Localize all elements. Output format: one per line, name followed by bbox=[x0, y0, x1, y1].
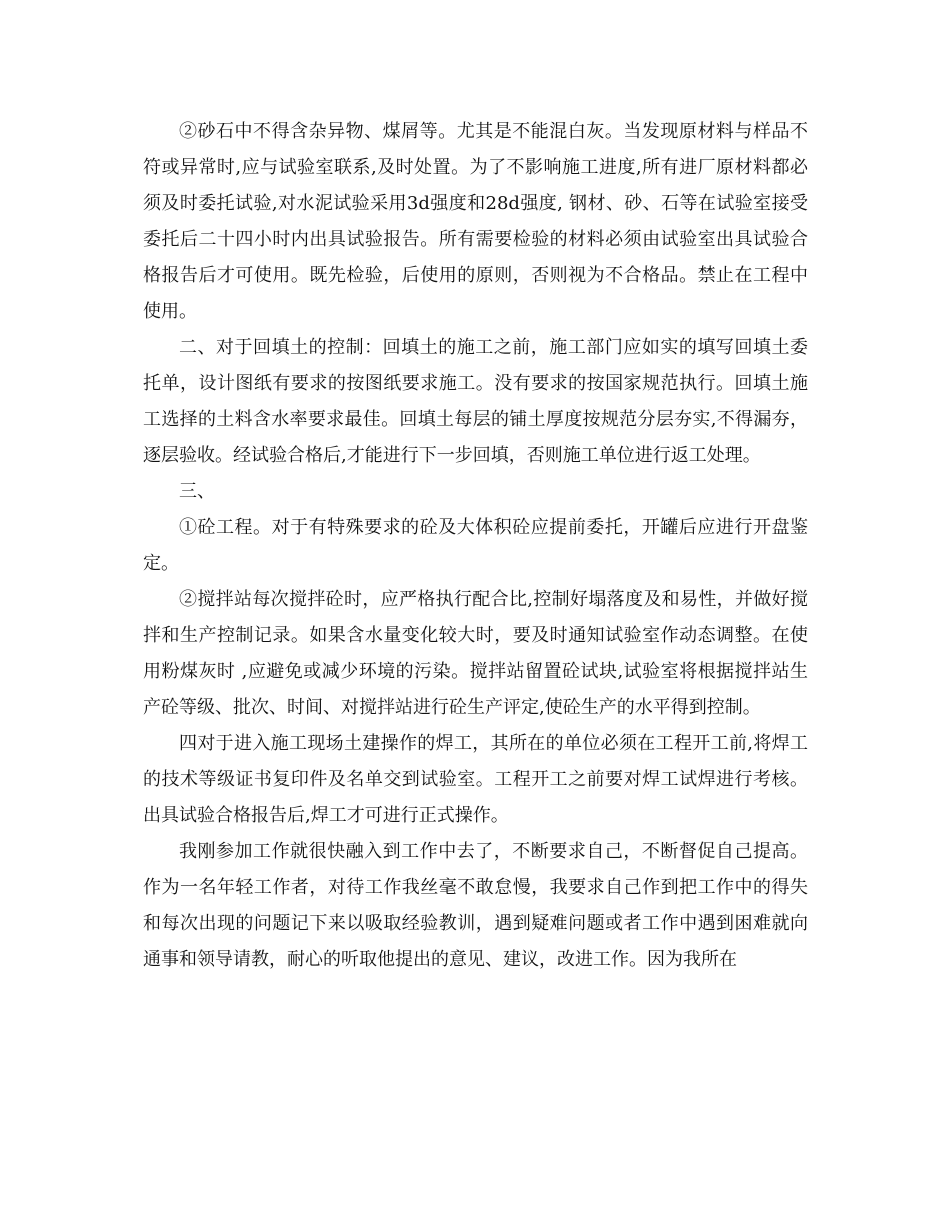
paragraph-personal-work: 我刚参加工作就很快融入到工作中去了，不断要求自己，不断督促自己提高。作为一名年轻工作者，对待工作我丝毫不敢怠慢，我要求自己作到把工作中的得失和每次出现的问题记下来以吸取经验教训，遇到疑难问题或者工作中遇到困难就向通事和领导请教，耐心的听取他提出的意见、建议，改进工作。因为我所在 bbox=[143, 841, 808, 970]
paragraph-sand-gravel: ②砂石中不得含杂异物、煤屑等。尤其是不能混白灰。当发现原材料与样品不符或异常时,应与试验室联系,及时处置。为了不影响施工进度,所有进厂原材料都必须及时委托试验,对水泥试验采用3d强度和28d强度, 钢材、砂、石等在试验室接受委托后二十四小时内出具试验报告。所有需要检验的材料必须由试验室出具试验合格报告后才可使用。既先检验，后使用的原则，否则视为不合格品。禁止在工程中使用。 bbox=[143, 121, 808, 322]
paragraph-mixing-station: ②搅拌站每次搅拌砼时，应严格执行配合比,控制好塌落度及和易性，并做好搅拌和生产控制记录。如果含水量变化较大时，要及时通知试验室作动态调整。在使用粉煤灰时 ,应避免或减少环境的污染。搅拌站留置砼试块,试验室将根据搅拌站生产砼等级、批次、时间、对搅拌站进行砼生产评定,使砼生产的水平得到控制。 bbox=[143, 589, 808, 718]
paragraph-concrete-works: ①砼工程。对于有特殊要求的砼及大体积砼应提前委托，开罐后应进行开盘鉴定。 bbox=[143, 517, 808, 574]
paragraph-backfill-control: 二、对于回填土的控制：回填土的施工之前，施工部门应如实的填写回填土委托单，设计图纸有要求的按图纸要求施工。没有要求的按国家规范执行。回填土施工选择的土料含水率要求最佳。回填土每层的铺土厚度按规范分层夯实,不得漏夯，逐层验收。经试验合格后,才能进行下一步回填，否则施工单位进行返工处理。 bbox=[143, 337, 808, 466]
paragraph-section-three-heading: 三、 bbox=[179, 481, 215, 502]
document-body bbox=[143, 114, 808, 978]
paragraph-welders: 四对于进入施工现场土建操作的焊工，其所在的单位必须在工程开工前,将焊工的技术等级证书复印件及名单交到试验室。工程开工之前要对焊工试焊进行考核。出具试验合格报告后,焊工才可进行正式操作。 bbox=[143, 733, 808, 826]
